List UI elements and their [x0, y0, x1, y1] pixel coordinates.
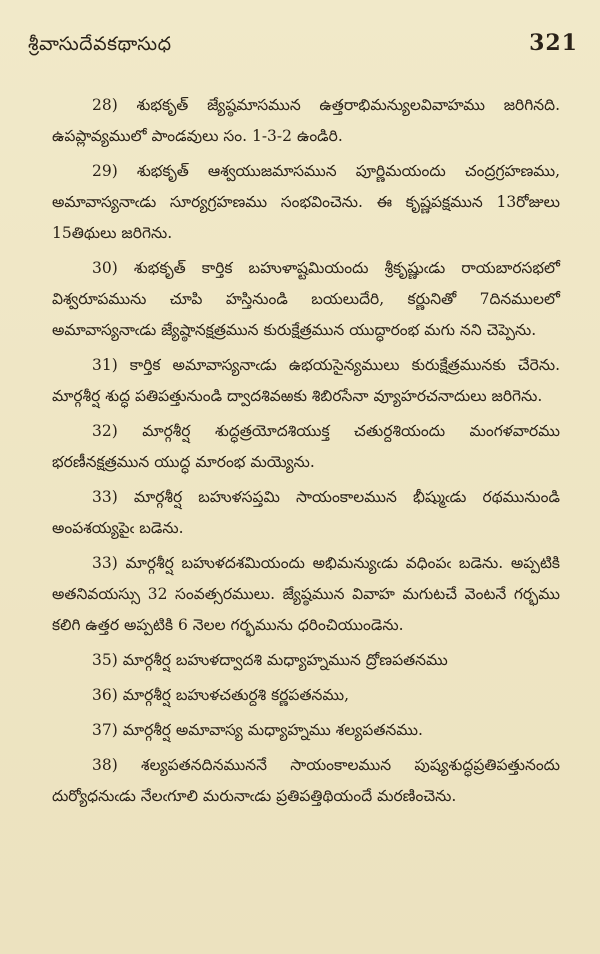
paragraph-33b: 33) మార్గశీర్ష బహుళదశమియందు అభిమన్యుఁడు వధింపఁ బడెను. అప్పటికి అతనివయస్సు 32 సంవత్సరములు. జ్యేష్ఠమున వివాహ మగుటచే వెంటనే గర్భము కలిగి ఉత్తర అప్పటికి 6 నెలల గర్భమును ధరించియుండెను. [52, 554, 560, 634]
paragraph-28: 28) శుభకృత్ జ్యేష్ఠమాసమున ఉత్తరాభిమన్యులవివాహము జరిగినది. ఉపప్లావ్యములో పాండవులు సం. 1-3-2 ఉండిరి. [52, 96, 560, 145]
page-header [28, 30, 578, 64]
page-number: 321 [529, 30, 578, 56]
running-title: శ్రీవాసుదేవకథాసుధ [28, 33, 172, 55]
paragraph-32: 32) మార్గశీర్ష శుద్ధత్రయోదశియుక్త చతుర్దశియందు మంగళవారము భరణీనక్షత్రమున యుద్ధ మారంభ మయ్యెను. [52, 422, 560, 471]
paragraph-33a: 33) మార్గశీర్ష బహుళసప్తమి సాయంకాలమున భీష్ముఁడు రథమునుండి అంపశయ్యపైఁ బడెను. [52, 488, 560, 537]
paragraph-35: 35) మార్గశీర్ష బహుళద్వాదశి మధ్యాహ్నమున ద్రోణపతనము [92, 651, 448, 669]
paragraph-29: 29) శుభకృత్ ఆశ్వయుజమాసమున పూర్ణిమయందు చంద్రగ్రహణము, అమావాస్యనాఁడు సూర్యగ్రహణము సంభవించెను. ఈ కృష్ణపక్షమున 13రోజులు 15తిథులు జరిగెను. [52, 162, 560, 242]
paragraph-31: 31) కార్తిక అమావాస్యనాఁడు ఉభయసైన్యములు కురుక్షేత్రమునకు చేరెను. మార్గశీర్ష శుద్ధ పతిపత్తునుండి ద్వాదశివఱకు శిబిరసేనా వ్యూహరచనాదులు జరిగెను. [52, 356, 560, 405]
paragraph-36: 36) మార్గశీర్ష బహుళచతుర్దశి కర్ణపతనము, [92, 686, 350, 704]
paragraph-38: 38) శల్యపతనదినముననే సాయంకాలమున పుష్యశుద్ధప్రతిపత్తునందు దుర్యోధనుఁడు నేలఁగూలి మరునాఁడు ప్రతిపత్తిథియందే మరణించెను. [52, 756, 560, 805]
page-body [52, 90, 560, 934]
paragraph-30: 30) శుభకృత్ కార్తిక బహుళాష్టమియందు శ్రీకృష్ణుఁడు రాయబారసభలో విశ్వరూపమును చూపి హస్తినుండి బయలుదేరి, కర్ణునితో 7దినములలో అమావాస్యనాఁడు జ్యేష్ఠానక్షత్రమున కురుక్షేత్రమున యుద్ధారంభ మగు నని చెప్పెను. [52, 259, 560, 339]
paragraph-37: 37) మార్గశీర్ష అమావాస్య మధ్యాహ్నము శల్యపతనము. [92, 721, 423, 739]
